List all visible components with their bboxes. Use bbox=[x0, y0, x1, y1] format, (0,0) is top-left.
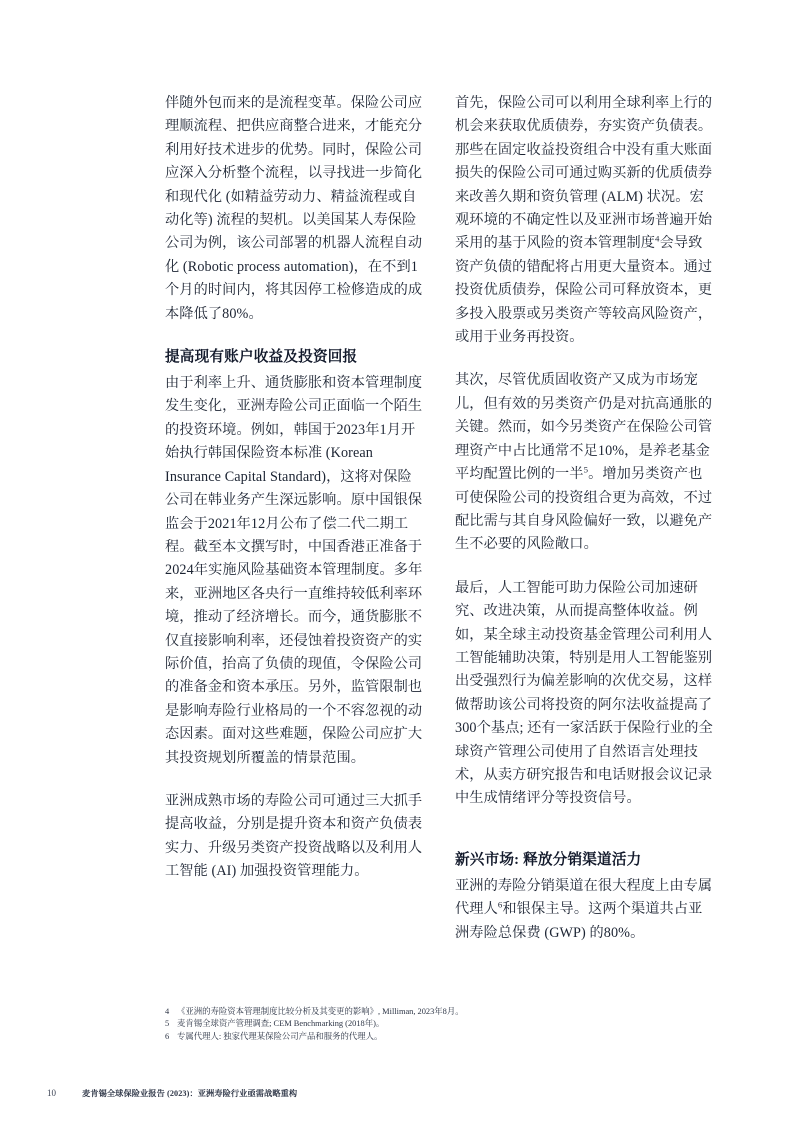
footnote-item bbox=[165, 1006, 725, 1018]
footer-report-title: 麦肯锡全球保险业报告 (2023)：亚洲寿险行业亟需战略重构 bbox=[82, 1089, 298, 1098]
paragraph-alternative-assets-part-b: 。增加另类资产也可使保险公司的投资组合更为高效，不过配比需与其自身风险偏好一致，以避免产生不必要的风险敞口。 bbox=[455, 466, 713, 553]
footnote-ref-4: 4 bbox=[655, 233, 660, 244]
paragraph-quality-bonds-part-a: 首先，保险公司可以利用全球利率上行的机会来获取优质债券，夯实资产负债表。那些在固定收益投资组合中没有重大账面损失的保险公司可通过购买新的优质债券来改善久期和资负管理 (ALM) 状况。宏观环境的不确定性以及亚洲市场普遍开始采用的基于风险的资本管理制度 bbox=[455, 95, 713, 252]
paragraph-outsourcing-process-change: 伴随外包而来的是流程变革。保险公司应理顺流程、把供应商整合进来，才能充分利用好技术进步的优势。同时，保险公司应深入分析整个流程，以寻找进一步简化和现代化 (如精益劳动力、精益流程或自动化等) 流程的契机。以美国某人寿保险公司为例，该公司部署的机器人流程自动化 (Robotic process automation)，在不到1个月的时间内，将其因停工检修造成的成本降低了80%。 bbox=[165, 95, 423, 322]
footnote-item bbox=[165, 1018, 725, 1030]
footnote-item bbox=[165, 1031, 725, 1043]
paragraph-distribution-channels-part-a: 亚洲的寿险分销渠道在很大程度上由专属代理人 bbox=[455, 877, 713, 918]
paragraph-investment-environment: 由于利率上升、通货膨胀和资本管理制度发生变化，亚洲寿险公司正面临一个陌生的投资环境。例如，韩国于2023年1月开始执行韩国保险资本标准 (Korean Insurance Capital Standard)，这将对保险公司在韩业务产生深远影响。原中国银保监会于2021年12月公布了偿二代二期工程。截至本文撰写时，中国香港正准备于2024年实施风险基础资本管理制度。多年来，亚洲地区各央行一直维持较低利率环境，推动了经济增长。而今，通货膨胀不仅直接影响利率，还侵蚀着投资资产的实际价值，抬高了负债的现值，令保险公司的准备金和资本承压。另外，监管限制也是影响寿险行业格局的一个不容忽视的动态因素。面对这些难题，保险公司应扩大其投资规划所覆盖的情景范围。 bbox=[165, 375, 423, 766]
paragraph-distribution-channels bbox=[455, 875, 715, 945]
footnote-text: 《亚洲的寿险资本管理制度比较分析及其变更的影响》, Milliman, 2023年8月。 bbox=[177, 1007, 464, 1016]
section-emerging-markets bbox=[455, 849, 715, 945]
right-column bbox=[455, 92, 715, 965]
footnote-number: 4 bbox=[165, 1007, 170, 1016]
left-column bbox=[165, 92, 425, 965]
footnote-ref-5: 5 bbox=[583, 464, 589, 475]
paragraph-artificial-intelligence: 最后，人工智能可助力保险公司加速研究、改进决策，从而提高整体收益。例如，某全球主动投资基金管理公司利用人工智能辅助决策，特别是用人工智能鉴别出受强烈行为偏差影响的次优交易，这样做帮助该公司将投资的阿尔法收益提高了300个基点; 还有一家活跃于保险行业的全球资产管理公司使用了自然语言处理技术，从卖方研究报告和电话财报会议记录中生成情绪评分等投资信号。 bbox=[455, 579, 713, 807]
heading-improve-account-yield: 提高现有账户收益及投资回报 bbox=[165, 349, 358, 366]
paragraph-quality-bonds-part-b: 会导致资产负债的错配将占用更大量资本。通过投资优质债券，保险公司可释放资本，更多投入股票或另类资产等较高风险资产，或用于业务再投资。 bbox=[455, 235, 713, 346]
page-footer bbox=[47, 1088, 747, 1099]
section-improve-account-yield bbox=[165, 346, 425, 770]
heading-emerging-markets: 新兴市场: 释放分销渠道活力 bbox=[455, 851, 642, 868]
paragraph-alternative-assets bbox=[455, 369, 715, 556]
footnote-number: 5 bbox=[165, 1019, 170, 1029]
paragraph-quality-bonds bbox=[455, 92, 715, 349]
footnotes-list bbox=[165, 1006, 725, 1043]
footnote-ref-6: 6 bbox=[497, 899, 503, 910]
paragraph-alternative-assets-part-a: 其次，尽管优质固收资产又成为市场宠儿，但有效的另类资产仍是对抗高通胀的关键。然而，如今另类资产在保险公司管理资产中占比通常不足10%，是养老基金平均配置比例的一半 bbox=[455, 372, 713, 483]
footnote-text: 麦肯锡全球资产管理调查; CEM Benchmarking (2018年)。 bbox=[177, 1019, 385, 1029]
footnote-number: 6 bbox=[165, 1031, 170, 1041]
two-column-body bbox=[165, 92, 715, 965]
section-spacer bbox=[455, 831, 715, 849]
paragraph-three-levers: 亚洲成熟市场的寿险公司可通过三大抓手提高收益，分别是提升资本和资产负债表实力、升级另类资产投资战略以及利用人工智能 (AI) 加强投资管理能力。 bbox=[165, 792, 423, 880]
paragraph-distribution-channels-part-b: 和银保主导。这两个渠道共占亚洲寿险总保费 (GWP) 的80%。 bbox=[455, 901, 703, 941]
page-number: 10 bbox=[47, 1088, 56, 1098]
footnote-text: 专属代理人: 独家代理某保险公司产品和服务的代理人。 bbox=[177, 1031, 383, 1041]
